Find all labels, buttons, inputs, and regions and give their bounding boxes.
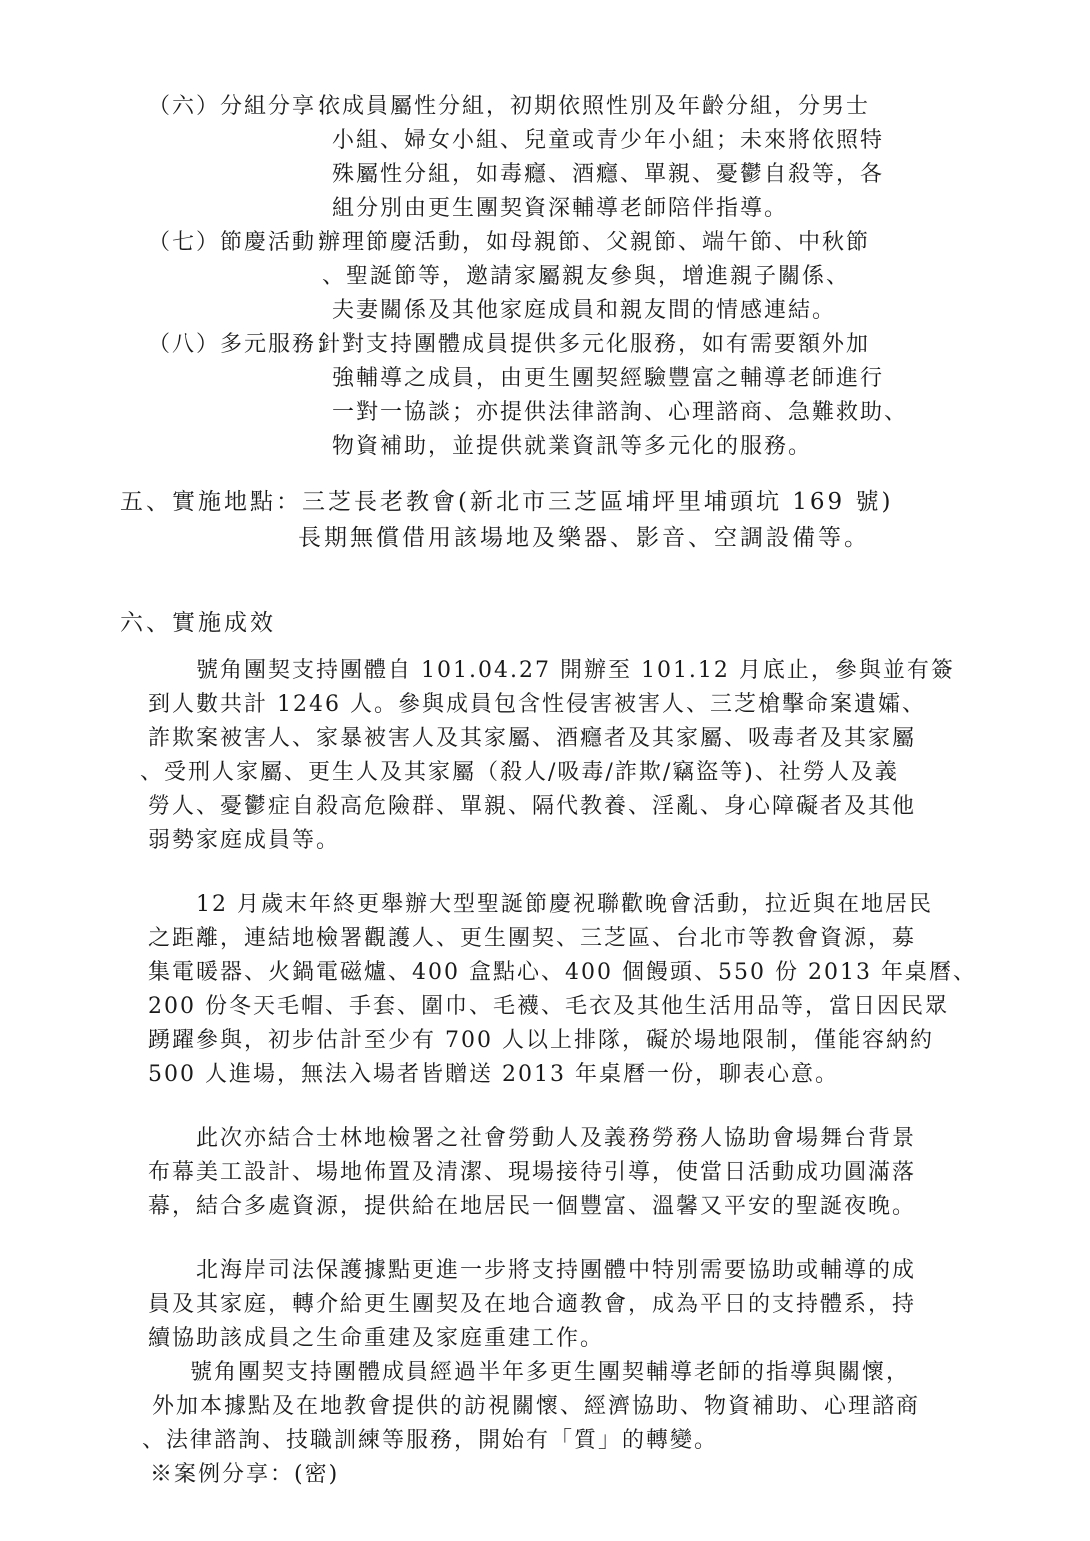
section-six-heading: 六、實施成效	[120, 610, 276, 636]
para-line: 幕，結合多處資源，提供給在地居民一個豐富、溫馨又平安的聖誕夜晚。	[148, 1194, 917, 1219]
item-line: 、聖誕節等，邀請家屬親友參與，增進親子關係、	[322, 264, 851, 289]
item-line: 針對支持團體成員提供多元化服務，如有需要額外加	[318, 332, 871, 357]
para-line: 之距離，連結地檢署觀護人、更生團契、三芝區、台北市等教會資源，募	[148, 926, 917, 951]
para-line: 集電暖器、火鍋電磁爐、400 盒點心、400 個饅頭、550 份 2013 年桌曆、	[148, 960, 977, 985]
item-line: 組分別由更生團契資深輔導老師陪伴指導。	[332, 196, 789, 221]
item-line: 物資補助，並提供就業資訊等多元化的服務。	[332, 434, 813, 459]
para-line: 500 人進場，無法入場者皆贈送 2013 年桌曆一份，聊表心意。	[148, 1062, 839, 1087]
para-line: 員及其家庭，轉介給更生團契及在地合適教會，成為平日的支持體系，持	[148, 1292, 917, 1317]
para-line: 布幕美工設計、場地佈置及清潔、現場接待引導，使當日活動成功圓滿落	[148, 1160, 917, 1185]
item-line: 夫妻關係及其他家庭成員和親友間的情感連結。	[332, 298, 837, 323]
para-line: 到人數共計 1246 人。參與成員包含性侵害被害人、三芝槍擊命案遺孀、	[148, 692, 926, 717]
para-line: 此次亦結合士林地檢署之社會勞動人及義務勞務人協助會場舞台背景	[196, 1126, 917, 1151]
para-line: 、法律諮詢、技職訓練等服務，開始有「質」的轉變。	[142, 1428, 719, 1453]
section-five-heading: 五、實施地點：三芝長老教會(新北市三芝區埔坪里埔頭坑 169 號)	[120, 489, 894, 515]
para-line: 北海岸司法保護據點更進一步將支持團體中特別需要協助或輔導的成	[196, 1258, 917, 1283]
case-share-note: ※案例分享：(密)	[150, 1462, 340, 1487]
item-line: 辦理節慶活動，如母親節、父親節、端午節、中秋節	[318, 230, 871, 255]
para-line: 號角團契支持團體自 101.04.27 開辦至 101.12 月底止，參與並有簽	[196, 658, 955, 683]
para-line: 外加本據點及在地教會提供的訪視關懷、經濟協助、物資補助、心理諮商	[152, 1394, 921, 1419]
item-line: 強輔導之成員，由更生團契經驗豐富之輔導老師進行	[332, 366, 885, 391]
item-line: 小組、婦女小組、兒童或青少年小組；未來將依照特	[332, 128, 885, 153]
para-line: 勞人、憂鬱症自殺高危險群、單親、隔代教養、淫亂、身心障礙者及其他	[148, 794, 917, 819]
item-label: （七）節慶活動：	[148, 230, 341, 255]
item-line: 依成員屬性分組，初期依照性別及年齡分組，分男士	[318, 94, 871, 119]
item-label: （八）多元服務：	[148, 332, 341, 357]
para-line: 續協助該成員之生命重建及家庭重建工作。	[148, 1326, 605, 1351]
section-five-detail: 長期無償借用該場地及樂器、影音、空調設備等。	[298, 525, 870, 551]
para-line: 弱勢家庭成員等。	[148, 828, 341, 853]
item-line: 殊屬性分組，如毒癮、酒癮、單親、憂鬱自殺等，各	[332, 162, 885, 187]
item-label: （六）分組分享：	[148, 94, 341, 119]
para-line: 踴躍參與，初步估計至少有 700 人以上排隊，礙於場地限制，僅能容納約	[148, 1028, 934, 1053]
para-line: 號角團契支持團體成員經過半年多更生團契輔導老師的指導與關懷，	[190, 1360, 911, 1385]
para-line: 詐欺案被害人、家暴被害人及其家屬、酒癮者及其家屬、吸毒者及其家屬	[148, 726, 917, 751]
para-line: 12 月歲末年終更舉辦大型聖誕節慶祝聯歡晚會活動，拉近與在地居民	[196, 892, 933, 917]
para-line: 、受刑人家屬、更生人及其家屬（殺人/吸毒/詐欺/竊盜等)、社勞人及義	[140, 760, 899, 785]
item-line: 一對一協談；亦提供法律諮詢、心理諮商、急難救助、	[332, 400, 909, 425]
para-line: 200 份冬天毛帽、手套、圍巾、毛襪、毛衣及其他生活用品等，當日因民眾	[148, 994, 949, 1019]
